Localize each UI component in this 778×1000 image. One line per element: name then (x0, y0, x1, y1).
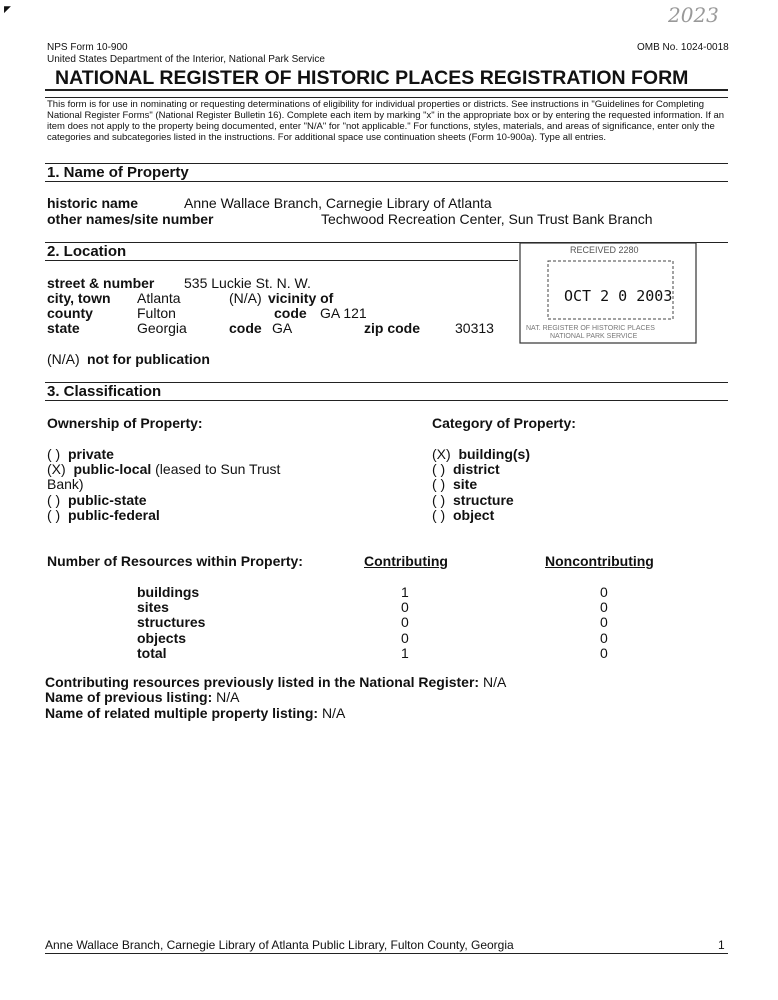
other-names-value: Techwood Recreation Center, Sun Trust Bank Branch (321, 211, 653, 227)
ownership-heading: Ownership of Property: (47, 415, 203, 431)
form-title: NATIONAL REGISTER OF HISTORIC PLACES REGISTRATION FORM (55, 67, 689, 89)
section1-underline (45, 181, 728, 182)
stamp-date: OCT 2 0 2003 (564, 287, 673, 305)
resource-label: buildings (137, 584, 200, 600)
form-number: NPS Form 10-900 (47, 42, 128, 53)
zip-label: zip code (364, 320, 421, 336)
contributing-header: Contributing (364, 553, 448, 569)
county-value: Fulton (137, 305, 176, 321)
title-rule (45, 89, 728, 91)
resource-contributing: 0 (401, 614, 409, 630)
category-item: ( ) site (432, 476, 478, 492)
section2-underline (45, 260, 518, 261)
department: United States Department of the Interior, National Park Service (47, 54, 325, 65)
omb-number: OMB No. 1024-0018 (637, 42, 729, 53)
category-item: ( ) district (432, 461, 500, 477)
nfp-label: not for publication (87, 351, 210, 367)
noncontributing-header: Noncontributing (545, 553, 654, 569)
ownership-item: ( ) public-state (47, 492, 147, 508)
section1-heading: 1. Name of Property (47, 164, 189, 181)
street-label: street & number (47, 275, 155, 291)
resource-noncontributing: 0 (600, 630, 608, 646)
ownership-item: ( ) public-federal (47, 507, 160, 523)
resource-label: total (137, 645, 167, 661)
received-stamp (518, 237, 698, 347)
scan-corner-mark: ◤ (4, 4, 11, 14)
handwritten-note: 2023 (668, 3, 719, 27)
county-label: county (47, 305, 93, 321)
city-label: city, town (47, 290, 111, 306)
footer-text: Anne Wallace Branch, Carnegie Library of Atlanta Public Library, Fulton County, Georgia (45, 938, 514, 952)
resource-label: structures (137, 614, 206, 630)
city-value: Atlanta (137, 290, 181, 306)
stamp-line1: NAT. REGISTER OF HISTORIC PLACES (526, 325, 655, 332)
resource-noncontributing: 0 (600, 614, 608, 630)
ownership-item: ( ) private (47, 446, 114, 462)
category-item: (X) building(s) (432, 446, 530, 462)
vicinity-label: vicinity of (268, 290, 334, 306)
form-instructions: This form is for use in nominating or requesting determinations of eligibility for individual properties or districts. See instructions in "Guidelines for Completing National Register Forms" (National Register Bulletin 16). Complete each item by marking "x" in the appropriate box or by entering the requested information. If an item does not apply to the property being documented, enter "N/A" for "not applicable." For functions, styles, materials, and areas of significance, enter only the categories and subcategories listed in the instructions. For additional space use continuation sheets (Form 10-900a). Type all entries. (47, 99, 725, 143)
stamp-line2: NATIONAL PARK SERVICE (550, 333, 638, 340)
zip-value: 30313 (455, 320, 494, 336)
prev-listed-line: Contributing resources previously listed in the National Register: N/A (45, 674, 507, 690)
historic-name-value: Anne Wallace Branch, Carnegie Library of Atlanta (184, 195, 492, 211)
ownership-item: (X) public-local (leased to Sun Trust (47, 461, 281, 477)
resource-noncontributing: 0 (600, 584, 608, 600)
county-code-value: GA 121 (320, 305, 367, 321)
prev-listing-line: Name of previous listing: N/A (45, 689, 240, 705)
state-code-label: code (229, 320, 262, 336)
state-label: state (47, 320, 80, 336)
other-names-label: other names/site number (47, 211, 214, 227)
state-value: Georgia (137, 320, 187, 336)
vicinity-na: (N/A) (229, 290, 262, 306)
category-item: ( ) structure (432, 492, 514, 508)
state-code-value: GA (272, 320, 293, 336)
resource-contributing: 1 (401, 584, 409, 600)
resource-noncontributing: 0 (600, 645, 608, 661)
resource-contributing: 0 (401, 599, 409, 615)
county-code-label: code (274, 305, 307, 321)
resource-contributing: 1 (401, 645, 409, 661)
category-heading: Category of Property: (432, 415, 576, 431)
section3-underline (45, 400, 728, 401)
resource-label: sites (137, 599, 169, 615)
resources-heading: Number of Resources within Property: (47, 553, 303, 569)
resource-label: objects (137, 630, 187, 646)
resource-contributing: 0 (401, 630, 409, 646)
ownership-item-continued: Bank) (47, 476, 84, 492)
historic-name-label: historic name (47, 195, 139, 211)
section3-heading: 3. Classification (47, 383, 162, 400)
footer-rule (45, 953, 728, 954)
nfp-na: (N/A) (47, 351, 80, 367)
street-value: 535 Luckie St. N. W. (184, 275, 311, 291)
category-item: ( ) object (432, 507, 495, 523)
page-number: 1 (718, 938, 725, 952)
stamp-received: RECEIVED 2280 (570, 245, 639, 255)
related-listing-line: Name of related multiple property listing: N/A (45, 705, 346, 721)
section2-heading: 2. Location (47, 243, 127, 260)
instructions-rule (45, 97, 728, 98)
resource-noncontributing: 0 (600, 599, 608, 615)
